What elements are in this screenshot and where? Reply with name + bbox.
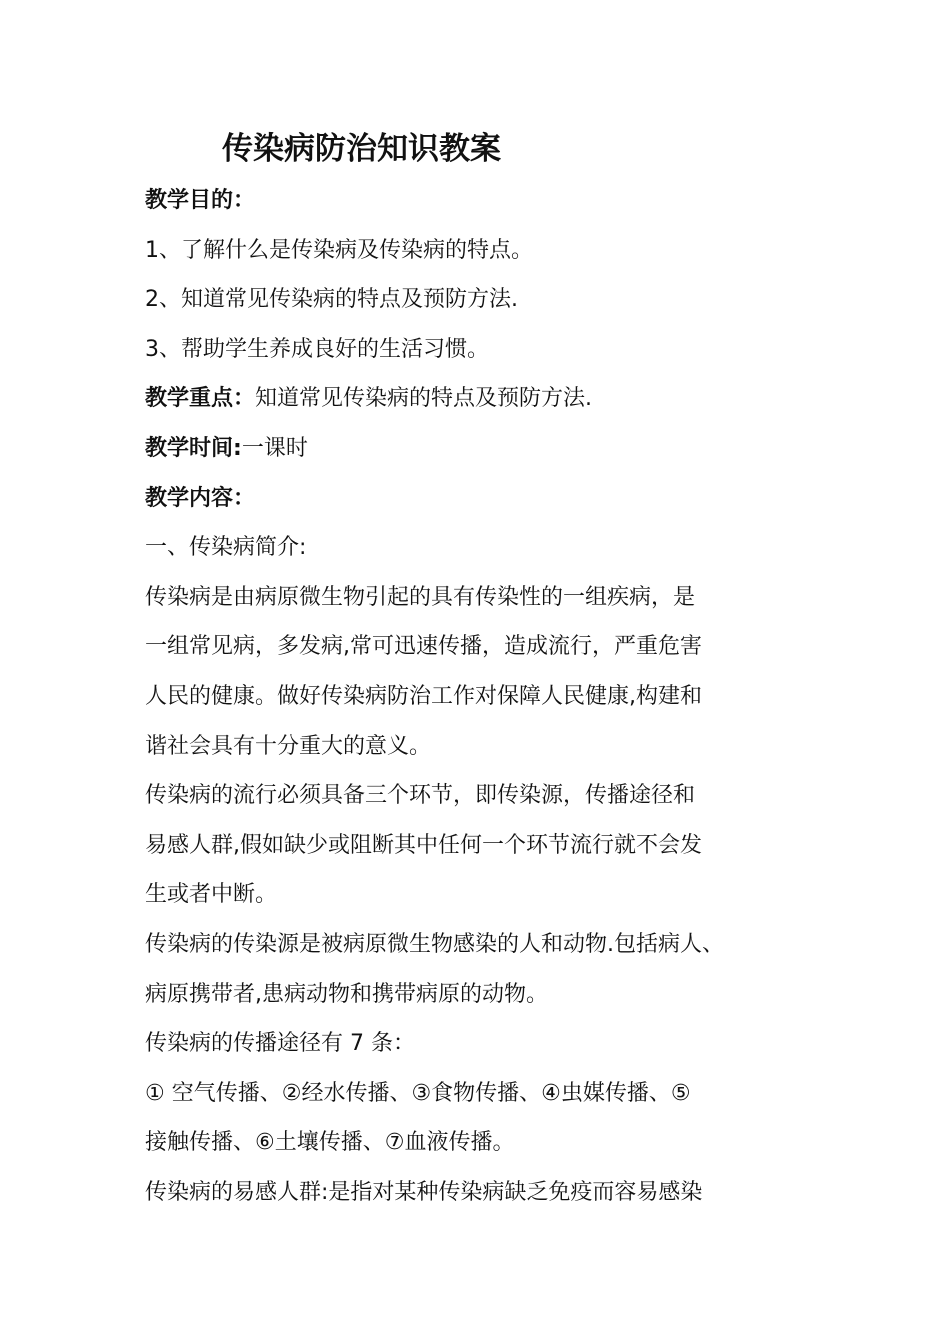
time-text: 一课时: [241, 435, 308, 461]
content-label: 教学内容：: [145, 485, 256, 511]
paragraph-line: 人民的健康。做好传染病防治工作对保障人民健康,构建和: [145, 683, 702, 709]
paragraph-line: 谐社会具有十分重大的意义。: [145, 733, 432, 759]
time-label: 教学时间:: [145, 435, 242, 461]
paragraph-line: ① 空气传播、②经水传播、③食物传播、④虫媒传播、⑤: [145, 1080, 691, 1106]
key-point-label: 教学重点：: [145, 386, 256, 412]
paragraph-line: 传染病的流行必须具备三个环节，即传染源，传播途径和: [145, 783, 696, 809]
paragraph-line: 接触传播、⑥土壤传播、⑦血液传播。: [145, 1130, 515, 1156]
section-heading: 一、传染病简介:: [145, 535, 307, 561]
key-point-line: [145, 374, 835, 424]
objective-item: 2、知道常见传染病的特点及预防方法.: [145, 287, 518, 313]
paragraph-line: 一组常见病，多发病,常可迅速传播，造成流行，严重危害: [145, 634, 702, 660]
paragraph-line: 传染病的传播途径有 7 条：: [145, 1031, 415, 1057]
time-line: [145, 424, 835, 474]
paragraph-line: 病原携带者,患病动物和携带病原的动物。: [145, 981, 548, 1007]
objectives-label: 教学目的：: [145, 188, 256, 213]
objective-item: 3、帮助学生养成良好的生活习惯。: [145, 336, 489, 362]
document-body: [145, 176, 835, 1217]
key-point-text: 知道常见传染病的特点及预防方法.: [255, 386, 593, 412]
objective-item: 1、了解什么是传染病及传染病的特点。: [145, 237, 533, 263]
paragraph-line: 传染病的易感人群:是指对某种传染病缺乏免疫而容易感染: [145, 1179, 703, 1205]
paragraph-line: 生或者中断。: [145, 882, 278, 908]
paragraph-line: 易感人群,假如缺少或阻断其中任何一个环节流行就不会发: [145, 832, 702, 858]
document-title: 传染病防治知识教案: [222, 131, 501, 167]
paragraph-line: 传染病的传染源是被病原微生物感染的人和动物.包括病人、: [145, 931, 724, 957]
paragraph-line: 传染病是由病原微生物引起的具有传染性的一组疾病，是: [145, 584, 696, 610]
